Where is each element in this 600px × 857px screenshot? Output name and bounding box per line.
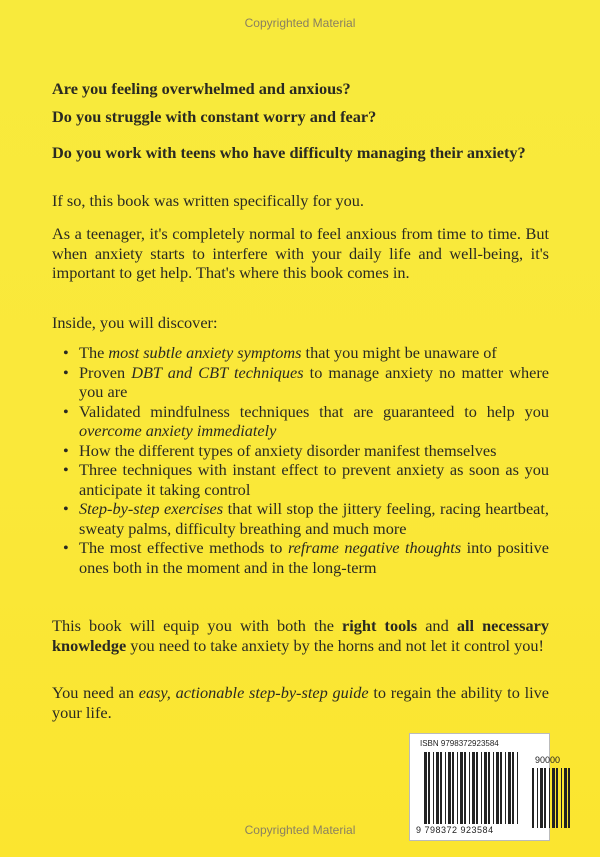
barcode-bar [428,752,430,824]
barcode-bar [472,752,475,824]
feature-list [52,343,549,577]
barcode-bar [464,752,466,824]
barcode-bar [452,752,454,824]
question-1: Are you feeling overwhelmed and anxious? [52,79,351,98]
isbn-label: ISBN 9798372923584 [420,739,499,748]
barcode-bar [508,752,511,824]
barcode-bar [549,768,550,828]
barcode-bar [448,752,451,824]
barcode-bar [532,768,534,828]
barcode-bar [568,768,570,828]
barcode-bar [552,768,555,828]
barcode-bar [544,768,546,828]
feature-item: • Three techniques with instant effect to prevent anxiety as soon as you anticipate it taking control [79,460,549,499]
barcode-bar [500,752,502,824]
copyright-watermark-top: Copyrighted Material [244,16,356,30]
barcode-bar [440,752,442,824]
barcode-addon-digits: 90000 [535,755,561,765]
paragraph-1: As a teenager, it's completely normal to feel anxious from time to time. But when anxiety starts to interfere with your daily life and well-being, it's important to get help. That's where this book comes in. [52,224,549,282]
barcode-bar [445,752,446,824]
barcode-bar [496,752,499,824]
barcode-bar [488,752,490,824]
intro-text: If so, this book was written specifically for you. [52,191,364,210]
feature-item: • The most subtle anxiety symptoms that you might be unaware of [79,343,549,363]
question-2: Do you struggle with constant worry and fear? [52,107,377,126]
paragraph-2: This book will equip you with both the right tools and all necessary knowledge you need to take anxiety by the horns and not let it control you! [52,616,550,655]
paragraph-3: You need an easy, actionable step-by-step guide to regain the ability to live your life. [52,683,549,722]
barcode-bar [476,752,478,824]
barcode-bar [556,768,558,828]
barcode-bar [469,752,470,824]
barcode-bar [540,768,543,828]
question-3: Do you work with teens who have difficulty managing their anxiety? [52,143,526,162]
barcode-bar [460,752,463,824]
feature-item: • The most effective methods to reframe negative thoughts into positive ones both in the moment and in the long-term [79,538,549,577]
barcode-bar [512,752,514,824]
barcode-bar [457,752,458,824]
barcode-bar [505,752,506,824]
barcode-bar [517,752,518,824]
barcode-digits: 9 798372 923584 [416,825,494,835]
barcode-bar [564,768,567,828]
barcode-bar [433,752,434,824]
barcode-bar [561,768,562,828]
barcode-bar [424,752,427,824]
inside-heading: Inside, you will discover: [52,313,218,332]
feature-item: • How the different types of anxiety disorder manifest themselves [79,441,549,461]
barcode-bar [436,752,439,824]
feature-item: • Proven DBT and CBT techniques to manage anxiety no matter where you are [79,363,549,402]
barcode-bar [484,752,487,824]
barcode-bars [424,752,524,830]
barcode-bar [481,752,482,824]
feature-item: • Step-by-step exercises that will stop the jittery feeling, racing heartbeat, sweaty palms, difficulty breathing and much more [79,499,549,538]
barcode-bar [493,752,494,824]
copyright-watermark-bottom: Copyrighted Material [244,823,356,837]
feature-item: • Validated mindfulness techniques that are guaranteed to help you overcome anxiety immediately [79,402,549,441]
barcode-bar [537,768,538,828]
